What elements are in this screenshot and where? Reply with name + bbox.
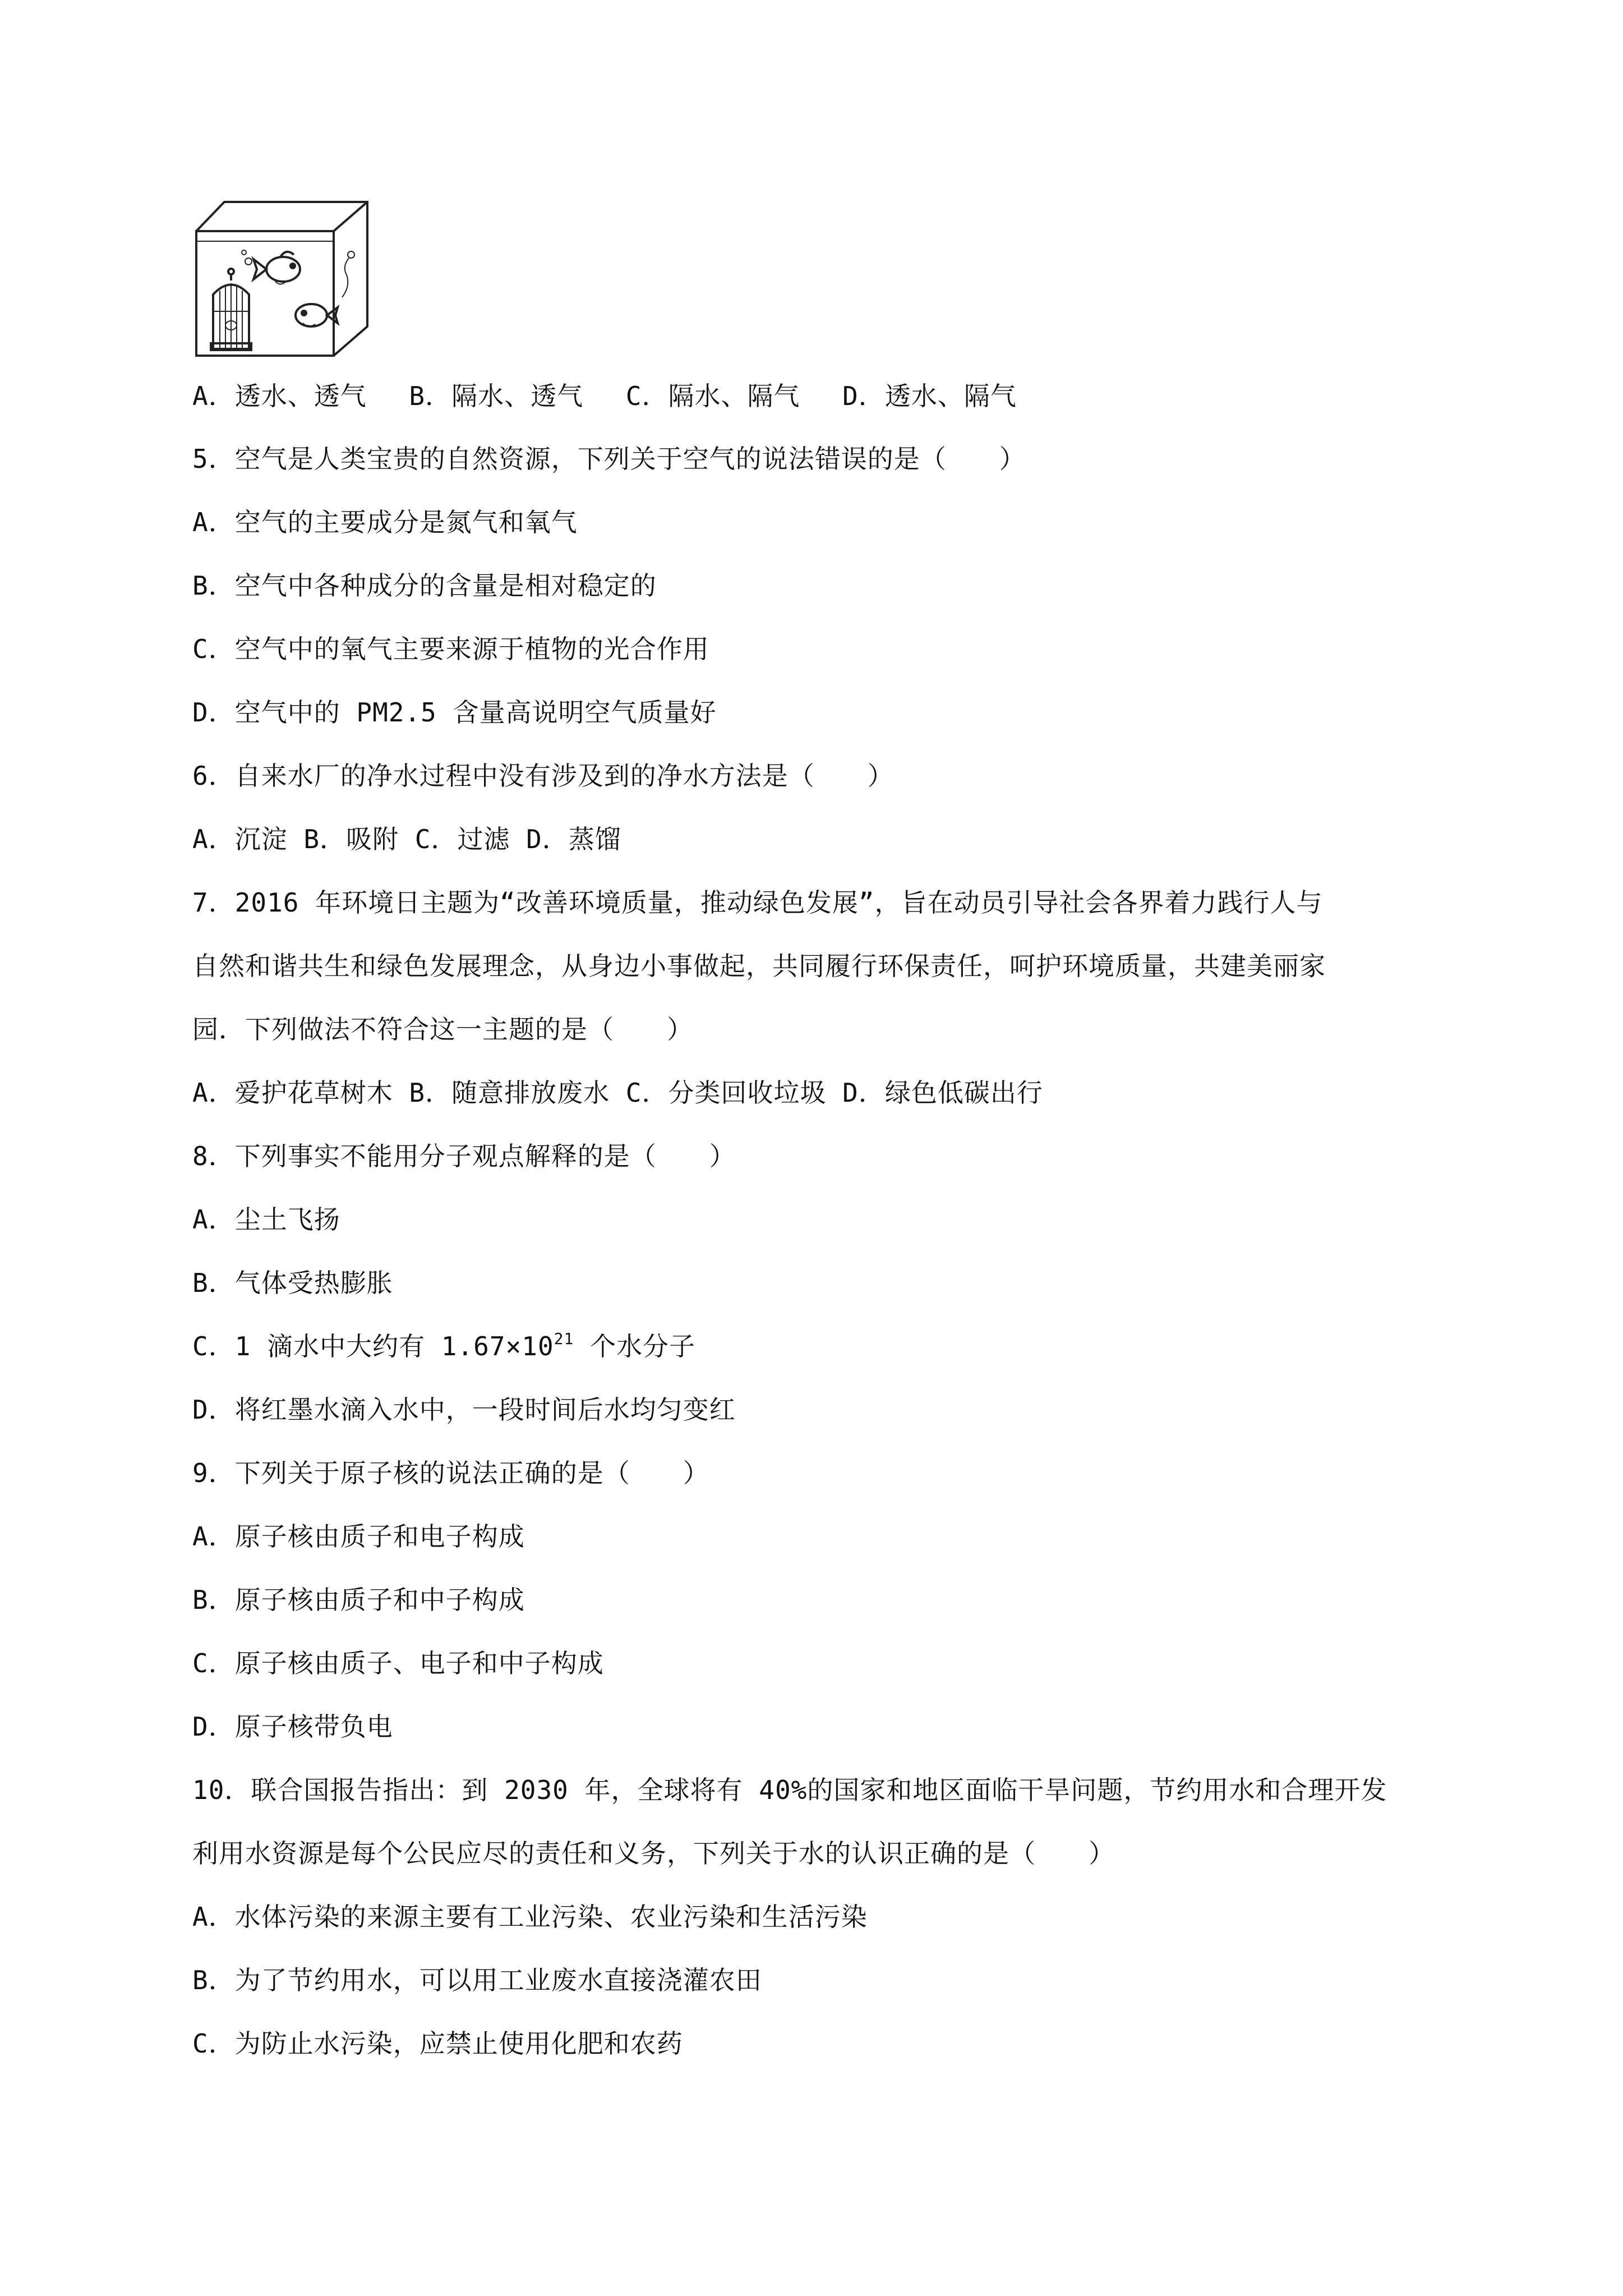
q10-stem-line-2: 利用水资源是每个公民应尽的责任和义务，下列关于水的认识正确的是（ ） <box>192 1838 1115 1869</box>
q4-options: A．透水、透气 B．隔水、透气 C．隔水、隔气 D．透水、隔气 <box>192 381 1017 411</box>
q6-stem: 6．自来水厂的净水过程中没有涉及到的净水方法是（ ） <box>192 761 894 791</box>
q8-option-b: B．气体受热膨胀 <box>192 1268 393 1298</box>
q10-option-b: B．为了节约用水，可以用工业废水直接浇灌农田 <box>192 1965 762 1995</box>
q8-option-c-exponent: 21 <box>554 1329 574 1348</box>
q7-options: A．爱护花草树木 B．随意排放废水 C．分类回收垃圾 D．绿色低碳出行 <box>192 1078 1043 1108</box>
q9-option-c: C．原子核由质子、电子和中子构成 <box>192 1648 604 1678</box>
q5-option-b: B．空气中各种成分的含量是相对稳定的 <box>192 570 657 601</box>
q9-stem: 9．下列关于原子核的说法正确的是（ ） <box>192 1458 709 1488</box>
q7-stem-line-2: 自然和谐共生和绿色发展理念，从身边小事做起，共同履行环保责任，呵护环境质量，共建美丽家 <box>192 951 1326 981</box>
q5-option-d: D．空气中的 PM2.5 含量高说明空气质量好 <box>192 697 717 728</box>
aquarium-figure-icon <box>191 196 376 360</box>
q9-option-b: B．原子核由质子和中子构成 <box>192 1585 525 1615</box>
q7-stem-line-3: 园．下列做法不符合这一主题的是（ ） <box>192 1014 693 1045</box>
q5-option-c: C．空气中的氧气主要来源于植物的光合作用 <box>192 634 709 664</box>
q5-stem: 5．空气是人类宝贵的自然资源，下列关于空气的说法错误的是（ ） <box>192 444 1026 474</box>
q8-option-c <box>192 1329 695 1363</box>
q8-option-a: A．尘土飞扬 <box>192 1204 340 1235</box>
q10-option-c: C．为防止水污染，应禁止使用化肥和农药 <box>192 2028 683 2059</box>
q10-option-a: A．水体污染的来源主要有工业污染、农业污染和生活污染 <box>192 1902 868 1932</box>
q8-option-c-suffix: 个水分子 <box>574 1331 696 1361</box>
q6-options: A．沉淀 B．吸附 C．过滤 D．蒸馏 <box>192 824 621 854</box>
q10-stem-line-1: 10．联合国报告指出：到 2030 年，全球将有 40%的国家和地区面临干旱问题，节约用水和合理开发 <box>192 1775 1387 1805</box>
q5-option-a: A．空气的主要成分是氮气和氧气 <box>192 507 578 537</box>
q9-option-a: A．原子核由质子和电子构成 <box>192 1521 525 1552</box>
q7-stem-line-1: 7．2016 年环境日主题为“改善环境质量，推动绿色发展”，旨在动员引导社会各界着力践行人与 <box>192 887 1323 918</box>
q8-option-d: D．将红墨水滴入水中，一段时间后水均匀变红 <box>192 1395 736 1425</box>
q8-option-c-text: C．1 滴水中大约有 1.67×10 <box>192 1331 554 1361</box>
q9-option-d: D．原子核带负电 <box>192 1711 393 1742</box>
q8-stem: 8．下列事实不能用分子观点解释的是（ ） <box>192 1141 736 1171</box>
